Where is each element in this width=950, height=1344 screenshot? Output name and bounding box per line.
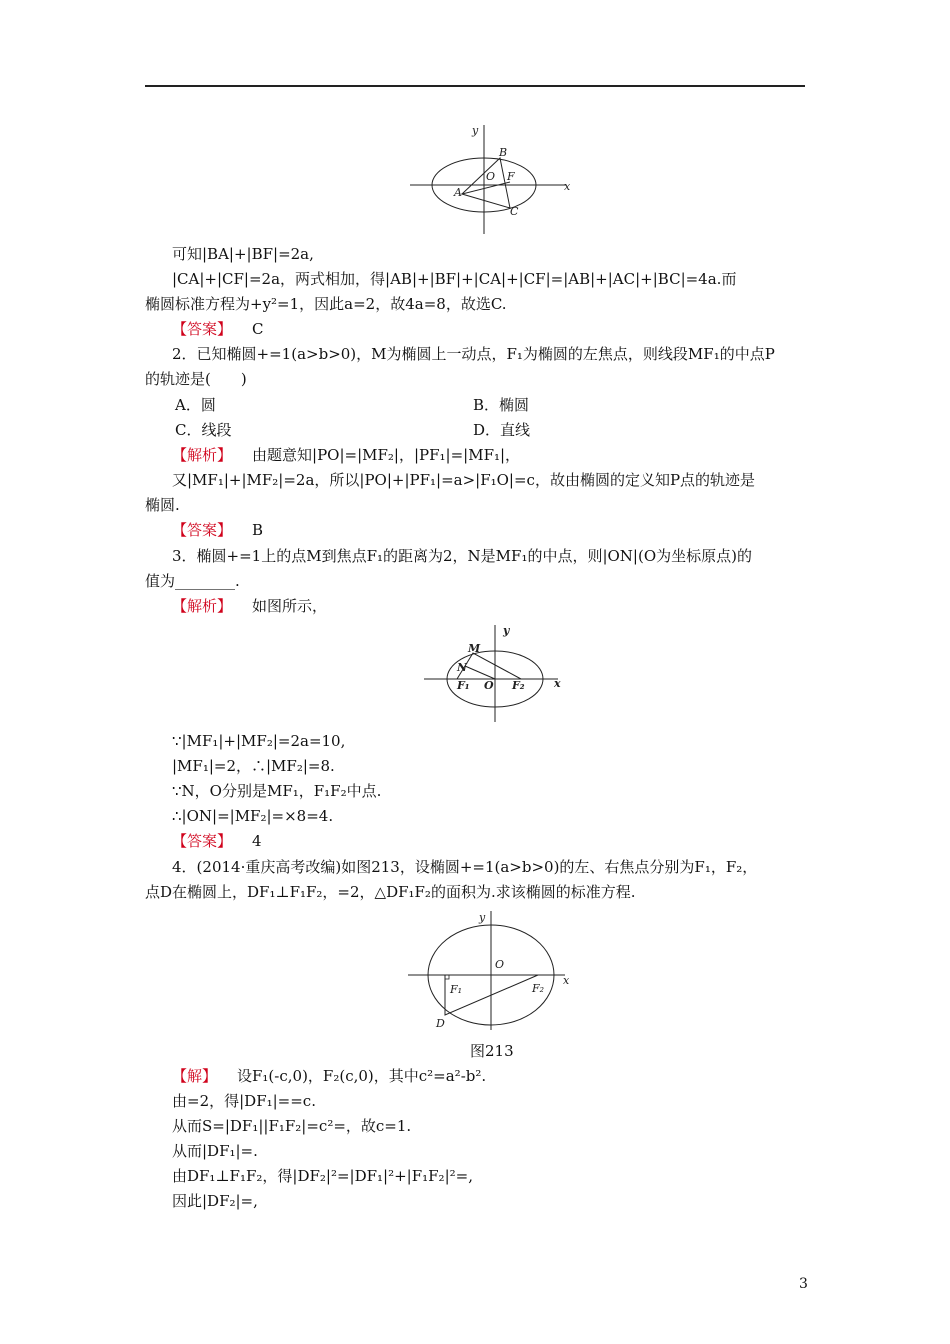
- answer-2: [172, 520, 263, 540]
- figure-ellipse-abc: [410, 122, 580, 237]
- fig1-c-label: C: [510, 205, 519, 218]
- answer-tag: 【答案】: [172, 832, 233, 850]
- fig2-x-label: x: [554, 677, 561, 690]
- solution-3: [172, 596, 327, 616]
- fig1-f-label: F: [507, 170, 515, 183]
- text-line: 因此|DF₂|=,: [172, 1192, 258, 1210]
- figure-caption: 图213: [470, 1042, 514, 1060]
- answer-value: C: [252, 320, 264, 338]
- fig2-o-label: O: [484, 679, 494, 692]
- fig2-n-label: N: [457, 661, 468, 674]
- option-a: A．圆: [175, 396, 216, 414]
- fig3-o-label: O: [495, 958, 505, 971]
- fig2-m-label: M: [468, 642, 481, 655]
- solution-4: [172, 1066, 486, 1086]
- fig1-y-label: y: [472, 124, 479, 137]
- solution-text: 如图所示，: [252, 597, 328, 615]
- text-line: ∵|MF₁|+|MF₂|=2a=10,: [172, 732, 346, 750]
- fig3-d-label: D: [436, 1017, 445, 1030]
- fig3-x-label: x: [563, 974, 570, 987]
- solution-tag: 【解析】: [172, 597, 233, 615]
- solution-tag: 【解】: [172, 1067, 218, 1085]
- figure-ellipse-mn: [420, 622, 570, 727]
- text-line: 从而S=|DF₁||F₁F₂|=c²=，故c=1.: [172, 1117, 412, 1135]
- question-3-line: 值为________.: [145, 572, 240, 590]
- text-line: ∴|ON|=|MF₂|=×8=4.: [172, 807, 334, 825]
- solution-tag: 【解析】: [172, 446, 233, 464]
- question-2-line: 2．已知椭圆+=1(a>b>0)，M为椭圆上一动点，F₁为椭圆的左焦点，则线段MF₁的中点P: [172, 345, 775, 363]
- fig3-f1-label: F₁: [450, 983, 463, 996]
- fig1-b-label: B: [499, 146, 508, 159]
- fig3-f2-label: F₂: [532, 982, 545, 995]
- question-3-line: 3．椭圆+=1上的点M到焦点F₁的距离为2，N是MF₁的中点，则|ON|(O为坐标原点)的: [172, 547, 752, 565]
- answer-value: 4: [252, 832, 262, 850]
- fig2-f1-label: F₁: [457, 679, 470, 692]
- text-line: ∵N，O分别是MF₁，F₁F₂中点.: [172, 782, 382, 800]
- fig3-y-label: y: [479, 911, 486, 924]
- question-2-line: 的轨迹是( ): [145, 370, 247, 388]
- page-number: 3: [799, 1276, 808, 1292]
- answer-tag: 【答案】: [172, 320, 233, 338]
- solution-2: [172, 445, 520, 465]
- text-line: 又|MF₁|+|MF₂|=2a，所以|PO|+|PF₁|=a>|F₁O|=c，故由椭圆的定义知P点的轨迹是: [172, 471, 756, 489]
- answer-tag: 【答案】: [172, 521, 233, 539]
- fig1-a-label: A: [454, 186, 462, 199]
- solution-text: 由题意知|PO|=|MF₂|，|PF₁|=|MF₁|，: [252, 446, 521, 464]
- answer-value: B: [252, 521, 264, 539]
- option-c: C．线段: [175, 421, 232, 439]
- question-4-line: 4．(2014·重庆高考改编)如图213，设椭圆+=1(a>b>0)的左、右焦点分别为F₁，F₂，: [172, 858, 758, 876]
- header-rule: [145, 85, 805, 87]
- answer-1: [172, 319, 264, 339]
- text-line: |CA|+|CF|=2a，两式相加，得|AB|+|BF|+|CA|+|CF|=|AB|+|AC|+|BC|=4a.而: [172, 270, 737, 288]
- figure-ellipse-d: [405, 908, 580, 1033]
- text-line: 椭圆.: [145, 496, 180, 514]
- text-line: 由=2，得|DF₁|==c.: [172, 1092, 316, 1110]
- solution-text: 设F₁(-c,0)，F₂(c,0)，其中c²=a²-b².: [237, 1067, 487, 1085]
- fig2-y-label: y: [503, 624, 510, 637]
- fig1-x-label: x: [564, 180, 571, 193]
- option-d: D．直线: [473, 421, 531, 439]
- text-line: |MF₁|=2，∴|MF₂|=8.: [172, 757, 335, 775]
- text-line: 由DF₁⊥F₁F₂，得|DF₂|²=|DF₁|²+|F₁F₂|²=,: [172, 1167, 473, 1185]
- option-b: B．椭圆: [473, 396, 530, 414]
- answer-3: [172, 831, 262, 851]
- text-line: 可知|BA|+|BF|=2a,: [172, 245, 314, 263]
- question-4-line: 点D在椭圆上，DF₁⊥F₁F₂，=2，△DF₁F₂的面积为.求该椭圆的标准方程.: [145, 883, 636, 901]
- fig1-o-label: O: [486, 170, 496, 183]
- text-line: 从而|DF₁|=.: [172, 1142, 258, 1160]
- text-line: 椭圆标准方程为+y²=1，因此a=2，故4a=8，故选C.: [145, 295, 507, 313]
- fig2-f2-label: F₂: [512, 679, 525, 692]
